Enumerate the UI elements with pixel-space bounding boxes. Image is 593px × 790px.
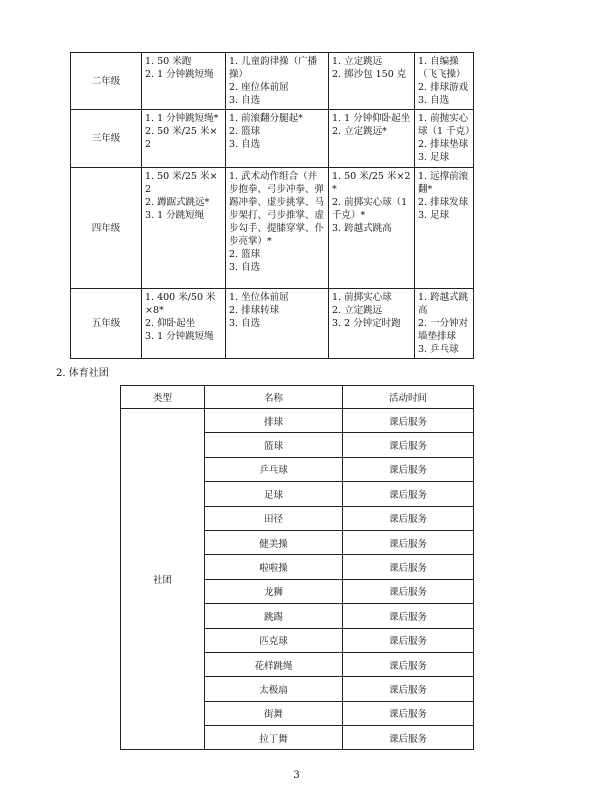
cell-line: 1. 50 米/25 米×2 bbox=[145, 171, 218, 195]
club-time: 课后服务 bbox=[343, 628, 474, 652]
cell-line: 2. 座位体前屈 bbox=[229, 82, 289, 93]
club-name: 健美操 bbox=[205, 530, 343, 554]
cell-line: 2. 排球垫球 bbox=[418, 139, 469, 150]
cell-line: 1. 儿童韵律操（广播操） bbox=[229, 56, 318, 80]
cell-line: 3. 自选 bbox=[229, 95, 261, 106]
cell-line: 1. 立定跳远 bbox=[332, 56, 383, 67]
cell-line: 1. 前掷实心球 bbox=[332, 292, 392, 303]
cell-line: 1. 跨越式跳高 bbox=[418, 292, 469, 316]
club-name: 街舞 bbox=[205, 701, 343, 725]
club-time: 课后服务 bbox=[343, 701, 474, 725]
cell-line: 3. 自选 bbox=[229, 139, 261, 150]
club-type-cell: 社团 bbox=[121, 409, 205, 750]
table-row bbox=[71, 53, 474, 110]
club-name: 足球 bbox=[205, 482, 343, 506]
club-name: 排球 bbox=[205, 409, 343, 433]
cell-line: 3. 足球 bbox=[418, 152, 450, 163]
cell-line: 1. 1 分钟跳短绳* bbox=[145, 113, 219, 124]
club-time: 课后服务 bbox=[343, 652, 474, 676]
club-time: 课后服务 bbox=[343, 409, 474, 433]
page-number: 3 bbox=[293, 770, 300, 781]
cell-line: 2. 掷沙包 150 克 bbox=[332, 69, 407, 80]
cell-line: 3. 自选 bbox=[229, 262, 261, 273]
club-name: 匹克球 bbox=[205, 628, 343, 652]
cell-line: 1. 前抛实心球（1 千克） bbox=[418, 113, 475, 137]
club-time: 课后服务 bbox=[343, 555, 474, 579]
table-cell bbox=[226, 53, 329, 110]
club-table-header-row bbox=[121, 386, 474, 409]
club-time: 课后服务 bbox=[343, 579, 474, 603]
cell-line: 3. 1 分钟跳短绳 bbox=[145, 331, 214, 342]
cell-line: 3. 2 分钟定时跑 bbox=[332, 318, 401, 329]
club-time: 课后服务 bbox=[343, 726, 474, 750]
club-name: 啦啦操 bbox=[205, 555, 343, 579]
club-time: 课后服务 bbox=[343, 457, 474, 481]
cell-line: 2. 50 米/25 米×2 bbox=[145, 126, 218, 150]
column-header-time: 活动时间 bbox=[343, 386, 474, 409]
cell-line: 1. 400 米/50 米×8* bbox=[145, 292, 216, 316]
table-row bbox=[121, 409, 474, 433]
club-name: 乒乓球 bbox=[205, 457, 343, 481]
cell-line: 2. 篮球 bbox=[229, 126, 261, 137]
cell-line: 1. 50 米/25 米×2* bbox=[332, 171, 411, 195]
table-cell bbox=[329, 289, 415, 359]
cell-line: 1. 50 米跑 bbox=[145, 56, 192, 67]
table-cell bbox=[415, 168, 474, 289]
cell-line: 2. 排球游戏 bbox=[418, 82, 469, 93]
table-cell bbox=[226, 168, 329, 289]
column-header-type: 类型 bbox=[121, 386, 205, 409]
table-cell bbox=[142, 168, 226, 289]
table-cell bbox=[226, 289, 329, 359]
table-cell bbox=[329, 110, 415, 168]
cell-line: 2. 1 分钟跳短绳 bbox=[145, 69, 214, 80]
table-cell bbox=[415, 289, 474, 359]
club-name: 拉丁舞 bbox=[205, 726, 343, 750]
cell-line: 3. 足球 bbox=[418, 210, 450, 221]
cell-line: 2. 立定跳远 bbox=[332, 305, 383, 316]
table-cell bbox=[142, 289, 226, 359]
table-row bbox=[71, 289, 474, 359]
cell-line: 1. 远撑前滚翻* bbox=[418, 171, 469, 195]
grade-curriculum-table bbox=[70, 52, 474, 359]
cell-line: 3. 乒乓球 bbox=[418, 344, 459, 355]
sports-club-table bbox=[120, 385, 474, 750]
cell-line: 2. 仰卧起坐 bbox=[145, 318, 196, 329]
cell-line: 1. 1 分钟仰卧起坐 bbox=[332, 113, 411, 124]
club-time: 课后服务 bbox=[343, 506, 474, 530]
club-name: 花样跳绳 bbox=[205, 652, 343, 676]
table-cell bbox=[226, 110, 329, 168]
club-time: 课后服务 bbox=[343, 677, 474, 701]
cell-line: 2. 篮球 bbox=[229, 249, 261, 260]
cell-line: 2. 前掷实心球（1 千克）* bbox=[332, 197, 408, 221]
cell-line: 2. 立定跳远* bbox=[332, 126, 387, 137]
grade-label: 五年级 bbox=[71, 289, 142, 359]
table-cell bbox=[415, 110, 474, 168]
cell-line: 2. 蹲踞式跳远* bbox=[145, 197, 210, 208]
cell-line: 3. 1 分跳短绳 bbox=[145, 210, 205, 221]
cell-line: 2. 排球转球 bbox=[229, 305, 280, 316]
club-time: 课后服务 bbox=[343, 433, 474, 457]
grade-label: 三年级 bbox=[71, 110, 142, 168]
cell-line: 1. 武术动作组合（并步抱拳、弓步冲拳、弹踢冲拳、虚步挑掌、马步架打、弓步推掌、虚步勾手、提膝穿掌、仆步亮掌）* bbox=[229, 171, 325, 247]
table-cell bbox=[142, 110, 226, 168]
table-cell bbox=[142, 53, 226, 110]
cell-line: 1. 坐位体前屈 bbox=[229, 292, 289, 303]
club-time: 课后服务 bbox=[343, 530, 474, 554]
club-time: 课后服务 bbox=[343, 604, 474, 628]
table-cell bbox=[329, 168, 415, 289]
cell-line: 3. 自选 bbox=[229, 318, 261, 329]
table-cell bbox=[415, 53, 474, 110]
column-header-name: 名称 bbox=[205, 386, 343, 409]
table-row bbox=[71, 110, 474, 168]
cell-line: 2. 一分钟对墙垫排球 bbox=[418, 318, 469, 342]
cell-line: 1. 自编操（飞飞操） bbox=[418, 56, 466, 80]
cell-line: 2. 排球发球 bbox=[418, 197, 469, 208]
cell-line: 3. 跨越式跳高 bbox=[332, 223, 392, 234]
club-name: 太极扇 bbox=[205, 677, 343, 701]
club-time: 课后服务 bbox=[343, 482, 474, 506]
table-row bbox=[71, 168, 474, 289]
section-title: 2. 体育社团 bbox=[56, 368, 109, 379]
grade-label: 四年级 bbox=[71, 168, 142, 289]
table-cell bbox=[329, 53, 415, 110]
grade-label: 二年级 bbox=[71, 53, 142, 110]
cell-line: 3. 自选 bbox=[418, 95, 450, 106]
club-name: 篮球 bbox=[205, 433, 343, 457]
club-name: 田径 bbox=[205, 506, 343, 530]
cell-line: 1. 前滚翻分腿起* bbox=[229, 113, 303, 124]
club-name: 跳踢 bbox=[205, 604, 343, 628]
club-name: 龙狮 bbox=[205, 579, 343, 603]
